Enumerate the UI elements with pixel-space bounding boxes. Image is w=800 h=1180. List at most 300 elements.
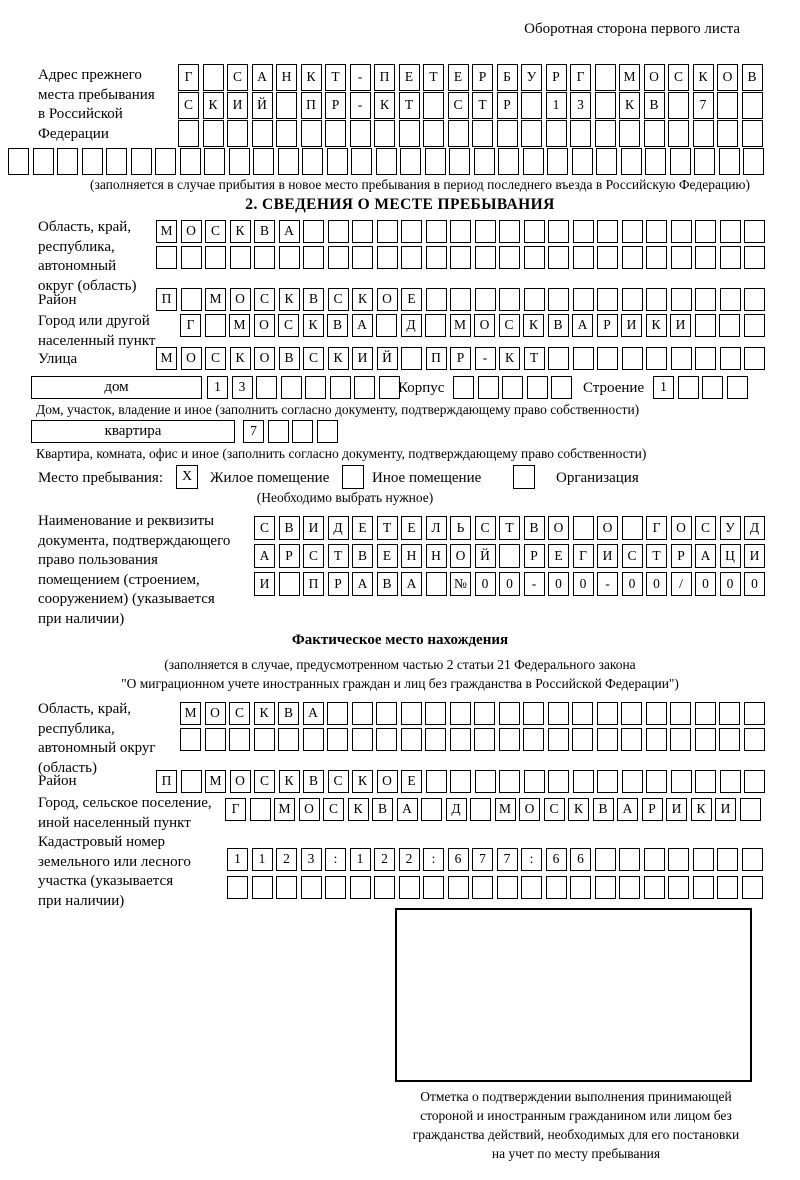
grid-cell	[426, 770, 447, 793]
grid-cell	[622, 770, 643, 793]
grid-cell	[401, 728, 422, 751]
grid-cell: 0	[622, 572, 643, 596]
grid-cell: 0	[646, 572, 667, 596]
grid-cell	[352, 702, 373, 725]
grid-cell: Б	[497, 64, 518, 91]
label-line: при наличии)	[38, 610, 125, 627]
grid-cell	[671, 246, 692, 269]
cadastral-row1	[227, 848, 763, 871]
grid-cell	[717, 876, 738, 899]
prev-address-row4	[8, 148, 764, 175]
grid-cell	[719, 314, 740, 337]
grid-cell: А	[254, 544, 275, 568]
label-line: Адрес прежнего	[38, 67, 142, 83]
grid-cell: Т	[472, 92, 493, 119]
grid-cell	[671, 288, 692, 311]
grid-cell: В	[742, 64, 763, 91]
grid-cell	[744, 314, 765, 337]
grid-cell: И	[352, 347, 373, 370]
grid-cell: О	[181, 220, 202, 243]
grid-cell	[448, 120, 469, 147]
grid-cell: Р	[642, 798, 663, 821]
grid-cell	[472, 120, 493, 147]
grid-cell: О	[519, 798, 540, 821]
grid-cell: П	[301, 92, 322, 119]
label-line: округ (область)	[38, 277, 137, 294]
grid-cell	[401, 220, 422, 243]
grid-cell	[499, 728, 520, 751]
grid-cell: М	[156, 347, 177, 370]
grid-cell	[695, 246, 716, 269]
grid-cell: М	[156, 220, 177, 243]
grid-cell	[425, 702, 446, 725]
grid-cell	[497, 120, 518, 147]
grid-cell: :	[521, 848, 542, 871]
grid-cell	[254, 246, 275, 269]
grid-cell: 7	[472, 848, 493, 871]
grid-cell	[548, 288, 569, 311]
grid-cell	[671, 347, 692, 370]
grid-cell	[595, 64, 616, 91]
grid-cell: К	[348, 798, 369, 821]
grid-cell: К	[301, 64, 322, 91]
grid-cell	[352, 246, 373, 269]
grid-cell	[621, 728, 642, 751]
grid-cell	[8, 148, 29, 175]
grid-cell	[425, 728, 446, 751]
grid-cell	[327, 728, 348, 751]
grid-cell	[742, 876, 763, 899]
grid-cell: 2	[399, 848, 420, 871]
grid-cell	[227, 876, 248, 899]
grid-cell	[475, 770, 496, 793]
grid-cell: К	[499, 347, 520, 370]
label-line: (область)	[38, 759, 97, 776]
stay-type-checkbox-residential: X	[176, 465, 198, 489]
cadastral-row2	[227, 876, 763, 899]
grid-cell	[328, 220, 349, 243]
grid-cell	[301, 120, 322, 147]
grid-cell	[453, 376, 474, 399]
grid-cell: Т	[499, 516, 520, 540]
stay-type-option-organization: Организация	[556, 470, 639, 486]
grid-cell: П	[156, 770, 177, 793]
grid-cell: Й	[252, 92, 273, 119]
grid-cell: А	[303, 702, 324, 725]
grid-cell: Т	[399, 92, 420, 119]
grid-cell: К	[203, 92, 224, 119]
grid-cell	[521, 876, 542, 899]
grid-cell	[325, 876, 346, 899]
grid-cell: И	[227, 92, 248, 119]
grid-cell: -	[350, 64, 371, 91]
grid-cell: 0	[744, 572, 765, 596]
grid-cell: К	[374, 92, 395, 119]
stamp-box	[395, 908, 752, 1082]
grid-cell: У	[521, 64, 542, 91]
grid-cell	[497, 876, 518, 899]
label-line: населенный пункт	[38, 332, 156, 349]
grid-cell: К	[303, 314, 324, 337]
document-row3	[254, 572, 765, 596]
grid-cell	[597, 246, 618, 269]
grid-cell: С	[475, 516, 496, 540]
stay-type-label: Место пребывания:	[38, 470, 163, 486]
grid-cell	[523, 728, 544, 751]
grid-cell: Д	[328, 516, 349, 540]
grid-cell: 7	[693, 92, 714, 119]
grid-cell	[595, 848, 616, 871]
stay-type-note: (Необходимо выбрать нужное)	[256, 490, 434, 505]
grid-cell	[474, 148, 495, 175]
grid-cell: К	[230, 220, 251, 243]
grid-cell	[354, 376, 375, 399]
grid-cell: Л	[426, 516, 447, 540]
grid-cell	[695, 220, 716, 243]
grid-cell: С	[205, 220, 226, 243]
stroenie-cells	[653, 376, 748, 399]
grid-cell	[203, 120, 224, 147]
grid-cell	[328, 246, 349, 269]
grid-cell	[548, 728, 569, 751]
grid-cell	[317, 420, 338, 443]
grid-cell	[399, 876, 420, 899]
document-row1	[254, 516, 765, 540]
grid-cell: С	[448, 92, 469, 119]
grid-cell: 6	[546, 848, 567, 871]
city-row	[180, 314, 765, 337]
grid-cell	[421, 798, 442, 821]
grid-cell	[619, 120, 640, 147]
grid-cell: И	[670, 314, 691, 337]
grid-cell: /	[671, 572, 692, 596]
grid-cell	[573, 288, 594, 311]
grid-cell	[426, 220, 447, 243]
label-line: помещением (строением,	[38, 571, 200, 588]
label-line: право пользования	[38, 552, 158, 569]
grid-cell	[646, 347, 667, 370]
grid-cell	[622, 516, 643, 540]
grid-cell: В	[279, 347, 300, 370]
grid-cell	[744, 770, 765, 793]
grid-cell: И	[666, 798, 687, 821]
grid-cell	[646, 220, 667, 243]
grid-cell	[646, 728, 667, 751]
grid-cell	[719, 728, 740, 751]
grid-cell: О	[548, 516, 569, 540]
grid-cell	[377, 220, 398, 243]
grid-cell	[646, 288, 667, 311]
grid-cell	[180, 728, 201, 751]
grid-cell	[254, 728, 275, 751]
grid-cell: В	[327, 314, 348, 337]
grid-cell	[595, 876, 616, 899]
grid-cell	[621, 148, 642, 175]
document-label	[38, 512, 230, 630]
grid-cell	[720, 347, 741, 370]
grid-cell: -	[350, 92, 371, 119]
prev-address-note: (заполняется в случае прибытия в новое место пребывания в период последнего въезда в Российскую Федерацию)	[89, 177, 751, 192]
grid-cell	[400, 148, 421, 175]
grid-cell: Д	[744, 516, 765, 540]
grid-cell: Р	[325, 92, 346, 119]
grid-cell	[475, 288, 496, 311]
grid-cell: П	[156, 288, 177, 311]
grid-cell	[720, 770, 741, 793]
grid-cell: Н	[401, 544, 422, 568]
grid-cell	[448, 876, 469, 899]
stamp-note	[408, 1087, 744, 1163]
prev-address-row2	[178, 92, 763, 119]
grid-cell: Е	[448, 64, 469, 91]
stay-type-option-other: Иное помещение	[372, 470, 482, 486]
grid-cell	[597, 770, 618, 793]
city-label	[38, 312, 155, 351]
grid-cell: С	[328, 288, 349, 311]
label-line: республика,	[38, 720, 115, 737]
grid-cell	[521, 120, 542, 147]
grid-cell	[472, 876, 493, 899]
grid-cell	[301, 876, 322, 899]
label-line: (заполняется в случае, предусмотренном частью 2 статьи 21 Федерального закона	[164, 657, 636, 672]
grid-cell	[744, 347, 765, 370]
grid-cell: С	[229, 702, 250, 725]
grid-cell	[597, 288, 618, 311]
label-line: Кадастровый номер	[38, 834, 165, 850]
grid-cell	[548, 220, 569, 243]
grid-cell: Т	[646, 544, 667, 568]
label-line: при наличии)	[38, 892, 125, 909]
grid-cell	[693, 876, 714, 899]
grid-cell: Й	[377, 347, 398, 370]
grid-cell: Г	[225, 798, 246, 821]
label-line: Область, край,	[38, 701, 132, 717]
grid-cell	[502, 376, 523, 399]
grid-cell: Д	[401, 314, 422, 337]
grid-cell: Т	[328, 544, 349, 568]
grid-cell	[205, 728, 226, 751]
grid-cell	[524, 770, 545, 793]
stay-type-option-residential: Жилое помещение	[210, 470, 330, 486]
label-line: "О миграционном учете иностранных граждан и лиц без гражданства в Российской Федерации")	[121, 676, 679, 691]
grid-cell	[426, 246, 447, 269]
korpus-cells	[453, 376, 572, 399]
grid-cell	[717, 120, 738, 147]
grid-cell: Р	[497, 92, 518, 119]
grid-cell: -	[475, 347, 496, 370]
grid-cell	[205, 246, 226, 269]
actual-region-label	[38, 700, 156, 778]
grid-cell: Р	[671, 544, 692, 568]
grid-cell: В	[372, 798, 393, 821]
grid-cell	[646, 702, 667, 725]
grid-cell: 7	[243, 420, 264, 443]
grid-cell	[303, 246, 324, 269]
grid-cell	[474, 702, 495, 725]
grid-cell: В	[524, 516, 545, 540]
grid-cell: О	[205, 702, 226, 725]
grid-cell	[717, 92, 738, 119]
grid-cell	[377, 246, 398, 269]
grid-cell: С	[227, 64, 248, 91]
grid-cell	[82, 148, 103, 175]
grid-cell	[376, 148, 397, 175]
grid-cell: И	[254, 572, 275, 596]
grid-cell	[268, 420, 289, 443]
grid-cell: К	[691, 798, 712, 821]
grid-cell: Е	[401, 288, 422, 311]
grid-cell	[423, 92, 444, 119]
grid-cell	[449, 148, 470, 175]
grid-cell: О	[474, 314, 495, 337]
label-line: Город или другой	[38, 313, 150, 329]
grid-cell	[547, 148, 568, 175]
district-row	[156, 288, 765, 311]
grid-cell	[426, 288, 447, 311]
grid-cell	[524, 220, 545, 243]
grid-cell	[595, 120, 616, 147]
grid-cell	[742, 92, 763, 119]
grid-cell	[478, 376, 499, 399]
grid-cell: 0	[475, 572, 496, 596]
grid-cell	[499, 770, 520, 793]
grid-cell	[597, 220, 618, 243]
stay-type-checkbox-organization	[513, 465, 535, 489]
label-line: Город, сельское поселение,	[38, 795, 212, 811]
grid-cell	[279, 246, 300, 269]
grid-cell: С	[544, 798, 565, 821]
label-line: земельного или лесного	[38, 853, 191, 870]
grid-cell: К	[254, 702, 275, 725]
grid-cell	[351, 148, 372, 175]
grid-cell	[131, 148, 152, 175]
grid-cell: :	[423, 848, 444, 871]
grid-cell	[252, 120, 273, 147]
grid-cell: И	[744, 544, 765, 568]
grid-cell: М	[205, 288, 226, 311]
grid-cell	[423, 120, 444, 147]
label-line: республика,	[38, 238, 115, 255]
grid-cell	[379, 376, 400, 399]
grid-cell: И	[715, 798, 736, 821]
grid-cell	[178, 120, 199, 147]
grid-cell	[279, 572, 300, 596]
grid-cell	[597, 347, 618, 370]
grid-cell	[281, 376, 302, 399]
grid-cell: 3	[232, 376, 253, 399]
grid-cell: С	[695, 516, 716, 540]
grid-cell: Р	[524, 544, 545, 568]
label-line: гражданства действий, необходимых для его постановки	[412, 1127, 740, 1142]
grid-cell: Р	[546, 64, 567, 91]
label-line: Отметка о подтверждении выполнения принимающей	[420, 1089, 732, 1104]
grid-cell: К	[693, 64, 714, 91]
grid-cell: К	[352, 770, 373, 793]
grid-cell	[180, 148, 201, 175]
grid-cell: Ц	[720, 544, 741, 568]
grid-cell	[644, 848, 665, 871]
grid-cell	[644, 876, 665, 899]
grid-cell: К	[279, 288, 300, 311]
grid-cell: 7	[497, 848, 518, 871]
grid-cell	[499, 288, 520, 311]
grid-cell: О	[644, 64, 665, 91]
grid-cell	[744, 246, 765, 269]
apartment-caption: Квартира, комната, офис и иное (заполнить согласно документу, подтверждающему право собственности)	[36, 446, 647, 461]
grid-cell	[425, 314, 446, 337]
grid-cell	[622, 246, 643, 269]
grid-cell	[695, 728, 716, 751]
region-label	[38, 218, 136, 296]
grid-cell: 1	[546, 92, 567, 119]
house-cells	[207, 376, 400, 399]
grid-cell	[450, 246, 471, 269]
grid-cell	[302, 148, 323, 175]
stay-type-checkbox-other	[342, 465, 364, 489]
grid-cell	[374, 120, 395, 147]
grid-cell	[671, 220, 692, 243]
grid-cell	[229, 148, 250, 175]
house-caption: Дом, участок, владение и иное (заполнить согласно документу, подтверждающему право собственности)	[36, 402, 640, 417]
grid-cell: 1	[207, 376, 228, 399]
grid-cell: М	[495, 798, 516, 821]
grid-cell	[720, 220, 741, 243]
grid-cell: С	[254, 288, 275, 311]
grid-cell	[670, 728, 691, 751]
street-label: Улица	[38, 351, 78, 367]
grid-cell	[527, 376, 548, 399]
grid-cell	[156, 246, 177, 269]
grid-cell: Е	[377, 544, 398, 568]
grid-cell	[181, 246, 202, 269]
grid-cell	[744, 728, 765, 751]
grid-cell	[742, 848, 763, 871]
grid-cell: В	[377, 572, 398, 596]
grid-cell	[350, 876, 371, 899]
grid-cell: К	[646, 314, 667, 337]
grid-cell	[670, 702, 691, 725]
grid-cell	[350, 120, 371, 147]
grid-cell: Е	[352, 516, 373, 540]
grid-cell: С	[254, 770, 275, 793]
grid-cell: Т	[423, 64, 444, 91]
grid-cell	[744, 702, 765, 725]
prev-address-label	[38, 66, 155, 144]
grid-cell	[621, 702, 642, 725]
grid-cell	[622, 347, 643, 370]
grid-cell	[399, 120, 420, 147]
grid-cell: С	[278, 314, 299, 337]
grid-cell	[106, 148, 127, 175]
label-line: документа, подтверждающего	[38, 532, 231, 549]
grid-cell	[693, 120, 714, 147]
grid-cell: О	[230, 770, 251, 793]
grid-cell: О	[377, 770, 398, 793]
region-row2	[156, 246, 765, 269]
grid-cell: Т	[524, 347, 545, 370]
grid-cell	[671, 770, 692, 793]
grid-cell	[470, 798, 491, 821]
grid-cell	[668, 120, 689, 147]
grid-cell	[551, 376, 572, 399]
prev-address-row1	[178, 64, 763, 91]
grid-cell	[292, 420, 313, 443]
grid-cell	[570, 120, 591, 147]
grid-cell: 6	[570, 848, 591, 871]
header-note: Оборотная сторона первого листа	[524, 21, 740, 37]
grid-cell: А	[252, 64, 273, 91]
grid-cell: Е	[548, 544, 569, 568]
